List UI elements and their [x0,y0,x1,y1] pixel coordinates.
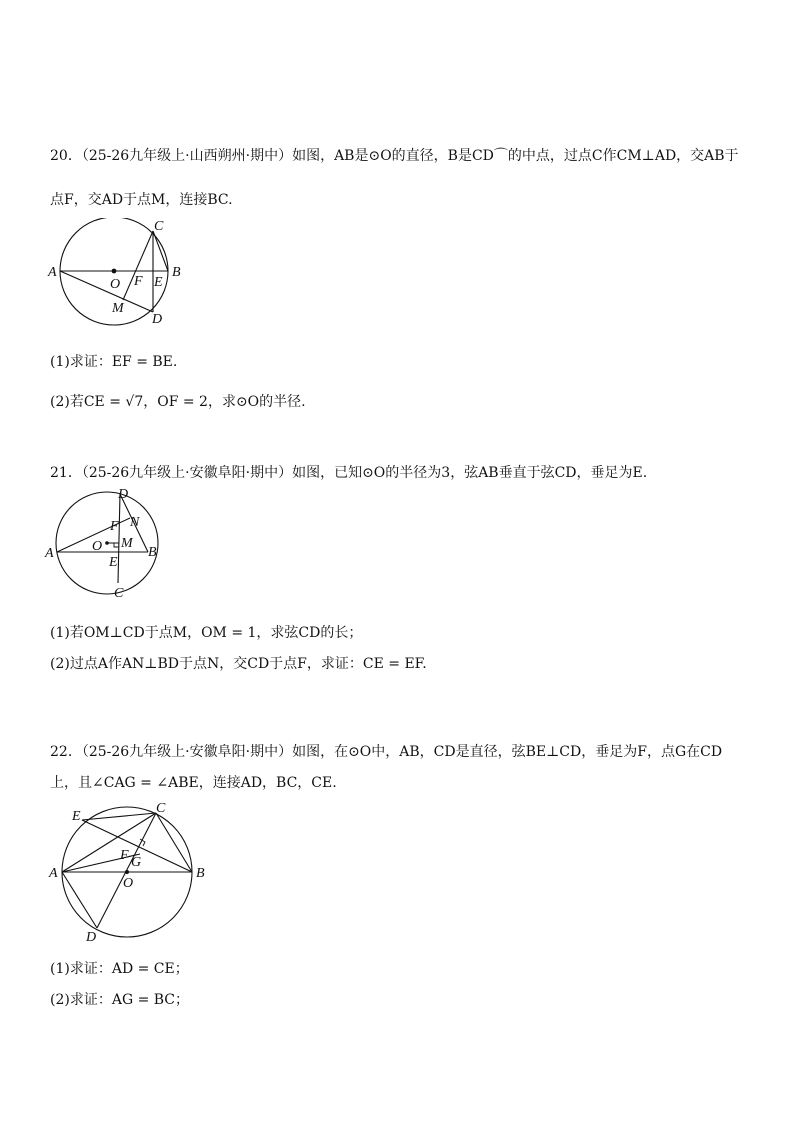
q22-part2: (2)求证：AG = BC； [50,992,190,1008]
q21-label-E: E [109,555,118,570]
q21-label-M: M [121,536,133,551]
q21-label-D: D [118,488,129,502]
q21-part2: (2)过点A作AN⊥BD于点N，交CD于点F，求证：CE = EF. [50,656,427,672]
q20-label-A: A [48,265,57,280]
q20-label-B: B [172,265,181,280]
q21-part1: (1)若OM⊥CD于点M，OM = 1，求弦CD的长； [50,625,363,641]
q20-label-F: F [134,274,143,289]
q21-label-O: O [92,539,103,554]
q21-label-F: F [110,519,119,534]
q20-label-M: M [112,301,124,316]
q20-label-O: O [110,277,121,292]
q22-label-G: G [131,855,142,870]
q21-label-N: N [130,515,140,530]
q22-label-C: C [156,801,166,816]
q20-stem-line2: 点F，交AD于点M，连接BC. [50,192,233,208]
q22-label-A: A [49,866,58,881]
q22-label-E: E [72,809,81,824]
q21-label-B: B [148,545,157,560]
q22-part1: (1)求证：AD = CE； [50,961,189,977]
q21-label-C: C [114,586,124,598]
q22-figure [44,798,214,944]
q20-label-C: C [154,219,164,234]
q22-stem-line1: 22．（25-26九年级上·安徽阜阳·期中）如图，在⊙O中，AB，CD是直径，弦BE⊥CD，垂足为F，点G在CD [50,744,723,760]
q22-label-O: O [123,876,134,891]
q22-stem-line2: 上，且∠CAG = ∠ABE，连接AD，BC，CE. [50,775,337,791]
q22-label-D: D [86,930,97,944]
q21-figure [44,488,184,598]
q20-stem-line1: 20．（25-26九年级上·山西朔州·期中）如图，AB是⊙O的直径，B是CD⌒的中点，过点C作CM⊥AD，交AB于 [50,148,739,164]
q21-stem-line1: 21．（25-26九年级上·安徽阜阳·期中）如图，已知⊙O的半径为3，弦AB垂直于弦CD，垂足为E. [50,465,648,481]
q20-part1: (1)求证：EF = BE. [50,354,178,370]
q22-label-B: B [196,866,205,881]
q21-label-A: A [45,546,54,561]
q20-label-D: D [152,312,163,327]
q22-label-F: F [120,848,129,863]
q20-figure [44,218,204,330]
q20-part2: (2)若CE = √7，OF = 2，求⊙O的半径. [50,394,306,410]
q20-label-E: E [154,275,163,290]
